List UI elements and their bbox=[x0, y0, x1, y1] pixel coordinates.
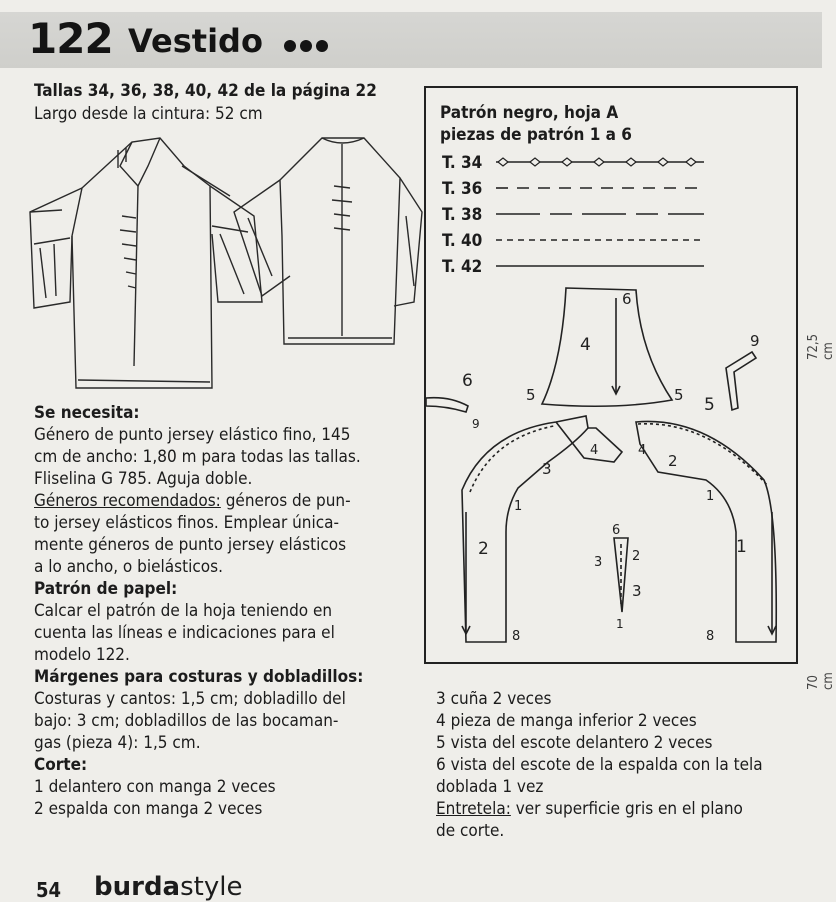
piece-label: 1 bbox=[736, 537, 747, 557]
pattern-sheet-title: Patrón negro, hoja A bbox=[440, 103, 619, 123]
interfacing-label: Entretela: bbox=[436, 799, 511, 819]
materials-line: Género de punto jersey elástico fino, 145 bbox=[34, 425, 351, 445]
piece-label: 4 bbox=[638, 443, 647, 458]
piece-label: 9 bbox=[472, 417, 480, 431]
paper-pattern-heading: Patrón de papel: bbox=[34, 579, 178, 599]
cutting-item: 3 cuña 2 veces bbox=[436, 689, 552, 709]
recommended-line: a lo ancho, o bielásticos. bbox=[34, 557, 223, 577]
margins-line: gas (pieza 4): 1,5 cm. bbox=[34, 733, 201, 753]
piece-label: 3 bbox=[542, 460, 552, 478]
cutting-item: 1 delantero con manga 2 veces bbox=[34, 777, 276, 797]
size-label-38: T. 38 bbox=[442, 205, 483, 225]
cutting-item: 6 vista del escote de la espalda con la tela bbox=[436, 755, 763, 775]
paper-pattern-line: cuenta las líneas e indicaciones para el bbox=[34, 623, 335, 643]
piece-label: 6 bbox=[462, 371, 473, 391]
materials-line: Fliselina G 785. Aguja doble. bbox=[34, 469, 253, 489]
recommended-text: géneros de pun- bbox=[220, 491, 351, 511]
recommended-label: Géneros recomendados: bbox=[34, 491, 221, 511]
interfacing-text: ver superficie gris en el plano bbox=[510, 799, 743, 819]
size-label-40: T. 40 bbox=[442, 231, 483, 251]
recommended-line: mente géneros de punto jersey elásticos bbox=[34, 535, 347, 555]
page-number: 54 bbox=[36, 878, 62, 902]
piece-label: 6 bbox=[622, 290, 632, 308]
materials-heading: Se necesita: bbox=[34, 403, 140, 423]
page-title: Vestido bbox=[128, 22, 263, 60]
recommended-line: to jersey elásticos finos. Emplear única- bbox=[34, 513, 340, 533]
interfacing-line: de corte. bbox=[436, 821, 505, 841]
piece-label: 3 bbox=[632, 582, 642, 600]
cutting-item: doblada 1 vez bbox=[436, 777, 544, 797]
size-label-34: T. 34 bbox=[442, 153, 483, 173]
cutting-item: 4 pieza de manga inferior 2 veces bbox=[436, 711, 697, 731]
piece-label: 5 bbox=[704, 395, 715, 415]
brand-light: style bbox=[180, 872, 243, 902]
piece-label: 2 bbox=[478, 539, 489, 559]
piece-label: 1 bbox=[706, 489, 715, 504]
title-band bbox=[0, 12, 822, 68]
piece-label: 2 bbox=[668, 452, 678, 470]
model-number: 122 bbox=[28, 14, 113, 63]
piece-label: 3 bbox=[594, 555, 603, 570]
piece-label: 5 bbox=[526, 386, 536, 404]
cutting-item: 2 espalda con manga 2 veces bbox=[34, 799, 263, 819]
piece-label: 8 bbox=[512, 629, 521, 644]
interfacing-line bbox=[436, 798, 743, 820]
length-line: Largo desde la cintura: 52 cm bbox=[34, 104, 263, 124]
piece-label: 6 bbox=[612, 523, 621, 538]
piece-label: 4 bbox=[590, 443, 599, 458]
materials-line: cm de ancho: 1,80 m para todas las tallas. bbox=[34, 447, 361, 467]
size-label-42: T. 42 bbox=[442, 257, 483, 277]
piece-label: 8 bbox=[706, 629, 715, 644]
sizes-line: Tallas 34, 36, 38, 40, 42 de la página 22 bbox=[34, 81, 377, 101]
brand-logo bbox=[94, 872, 242, 902]
piece-label: 9 bbox=[750, 332, 760, 350]
pattern-pieces-diagram bbox=[426, 282, 796, 662]
paper-pattern-line: modelo 122. bbox=[34, 645, 130, 665]
size-label-36: T. 36 bbox=[442, 179, 483, 199]
garment-sketch bbox=[22, 126, 422, 396]
margins-line: Costuras y cantos: 1,5 cm; dobladillo del bbox=[34, 689, 346, 709]
side-caption: 70 cm bbox=[806, 672, 836, 690]
size-line-legend bbox=[490, 150, 710, 280]
difficulty-dots-icon bbox=[282, 38, 332, 54]
brand-bold: burda bbox=[94, 872, 181, 902]
cutting-item: 5 vista del escote delantero 2 veces bbox=[436, 733, 713, 753]
piece-label: 1 bbox=[514, 499, 523, 514]
piece-label: 5 bbox=[674, 386, 684, 404]
piece-label: 4 bbox=[580, 335, 591, 355]
cutting-heading: Corte: bbox=[34, 755, 88, 775]
margins-heading: Márgenes para costuras y dobladillos: bbox=[34, 667, 364, 687]
paper-pattern-line: Calcar el patrón de la hoja teniendo en bbox=[34, 601, 333, 621]
pattern-pieces-range: piezas de patrón 1 a 6 bbox=[440, 125, 632, 145]
piece-label: 1 bbox=[616, 617, 624, 631]
margins-line: bajo: 3 cm; dobladillos de las bocaman- bbox=[34, 711, 339, 731]
side-caption: 72,5 cm bbox=[806, 333, 836, 360]
piece-label: 2 bbox=[632, 549, 641, 564]
recommended-line bbox=[34, 490, 351, 512]
